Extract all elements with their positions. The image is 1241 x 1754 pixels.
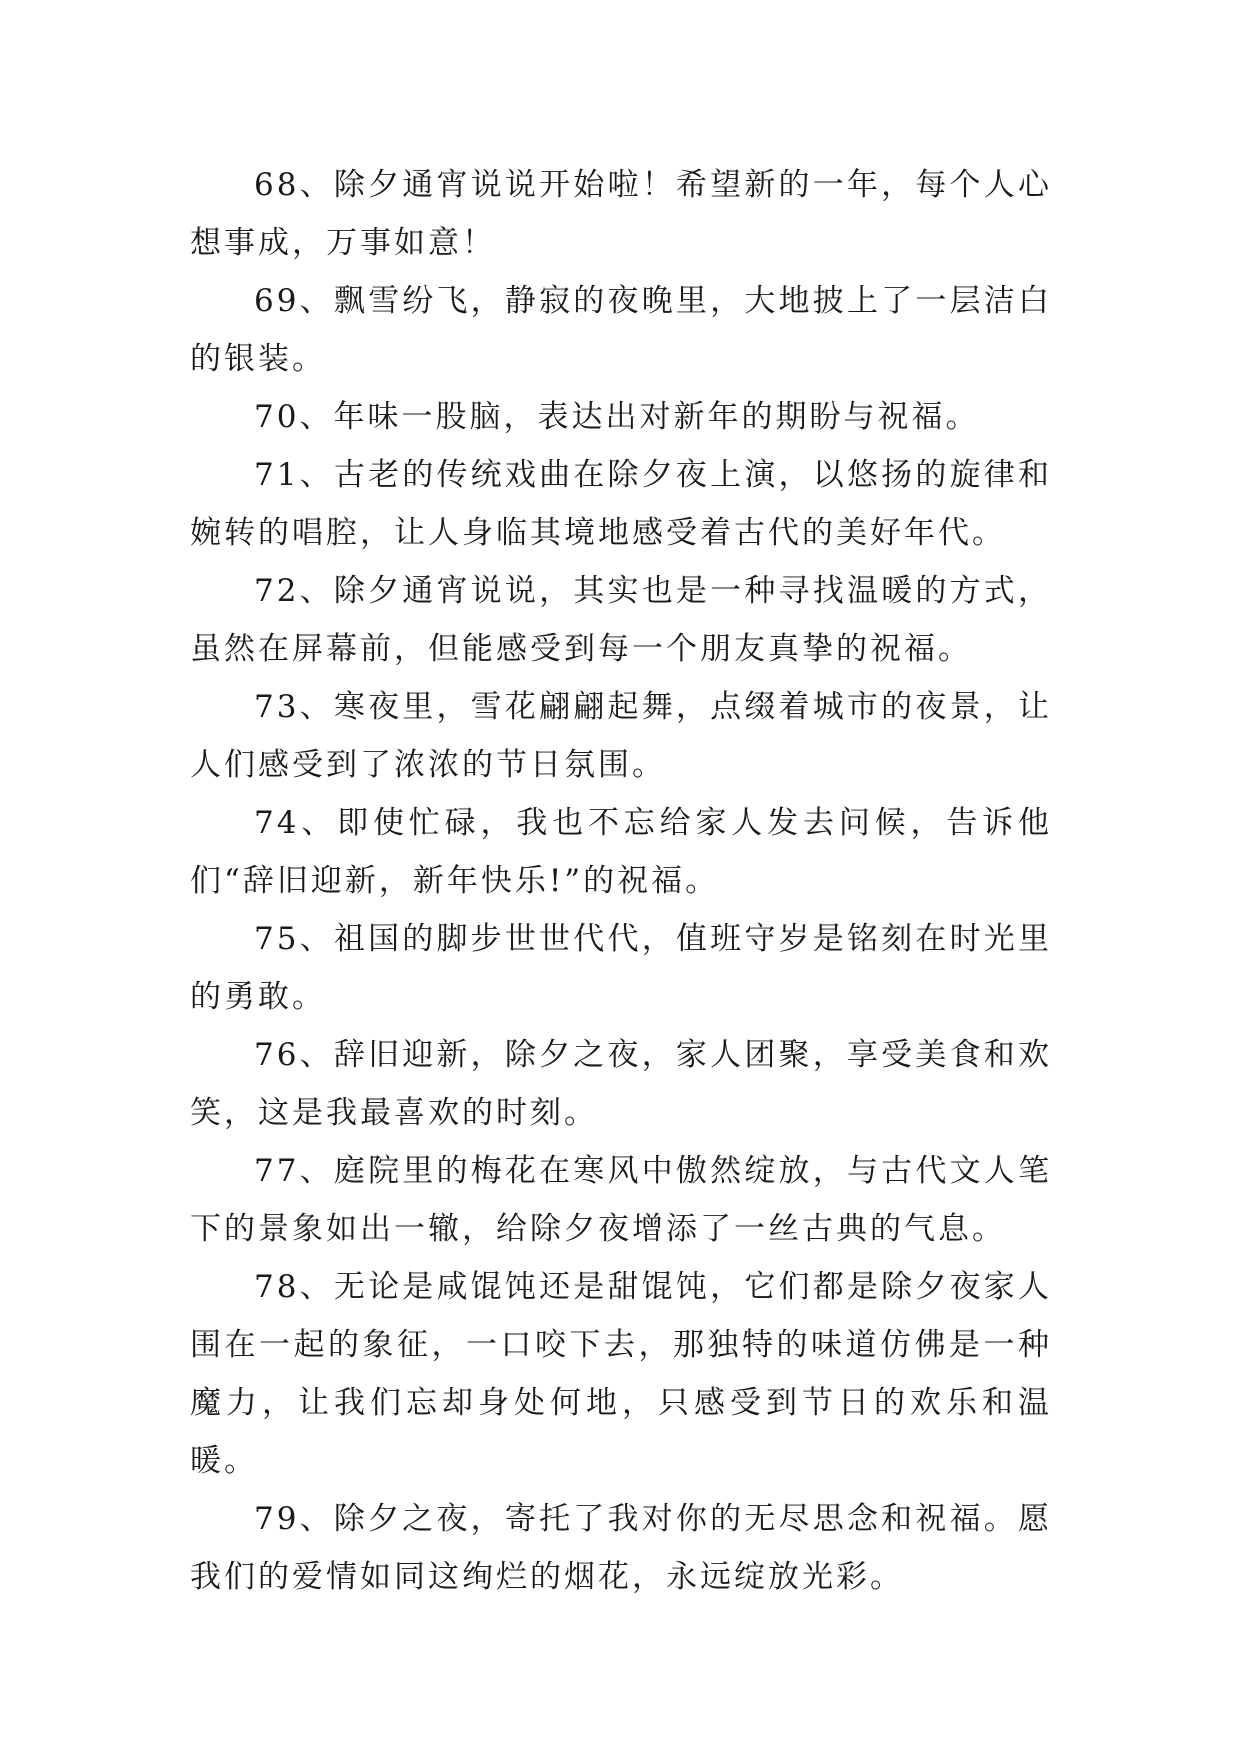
paragraph-72: 72、除夕通宵说说，其实也是一种寻找温暖的方式，虽然在屏幕前，但能感受到每一个朋友真挚的祝福。 bbox=[190, 573, 1052, 667]
paragraph-78: 78、无论是咸馄饨还是甜馄饨，它们都是除夕夜家人围在一起的象征，一口咬下去，那独特的味道仿佛是一种魔力，让我们忘却身处何地，只感受到节日的欢乐和温暖。 bbox=[190, 1269, 1052, 1479]
document-page bbox=[190, 156, 1052, 1606]
paragraph-69: 69、飘雪纷飞，静寂的夜晚里，大地披上了一层洁白的银装。 bbox=[190, 283, 1052, 377]
paragraph-73: 73、寒夜里，雪花翩翩起舞，点缀着城市的夜景，让人们感受到了浓浓的节日氛围。 bbox=[190, 689, 1052, 783]
paragraph-70: 70、年味一股脑，表达出对新年的期盼与祝福。 bbox=[254, 399, 980, 435]
paragraph-68: 68、除夕通宵说说开始啦！希望新的一年，每个人心想事成，万事如意！ bbox=[190, 167, 1052, 261]
paragraph-71: 71、古老的传统戏曲在除夕夜上演，以悠扬的旋律和婉转的唱腔，让人身临其境地感受着古代的美好年代。 bbox=[190, 457, 1052, 551]
paragraph-75: 75、祖国的脚步世世代代，值班守岁是铭刻在时光里的勇敢。 bbox=[190, 921, 1052, 1015]
paragraph-74: 74、即使忙碌，我也不忘给家人发去问候，告诉他们“辞旧迎新，新年快乐!”的祝福。 bbox=[190, 805, 1052, 899]
paragraph-79: 79、除夕之夜，寄托了我对你的无尽思念和祝福。愿我们的爱情如同这绚烂的烟花，永远绽放光彩。 bbox=[190, 1501, 1052, 1595]
paragraph-76: 76、辞旧迎新，除夕之夜，家人团聚，享受美食和欢笑，这是我最喜欢的时刻。 bbox=[190, 1037, 1052, 1131]
paragraph-77: 77、庭院里的梅花在寒风中傲然绽放，与古代文人笔下的景象如出一辙，给除夕夜增添了一丝古典的气息。 bbox=[190, 1153, 1052, 1247]
